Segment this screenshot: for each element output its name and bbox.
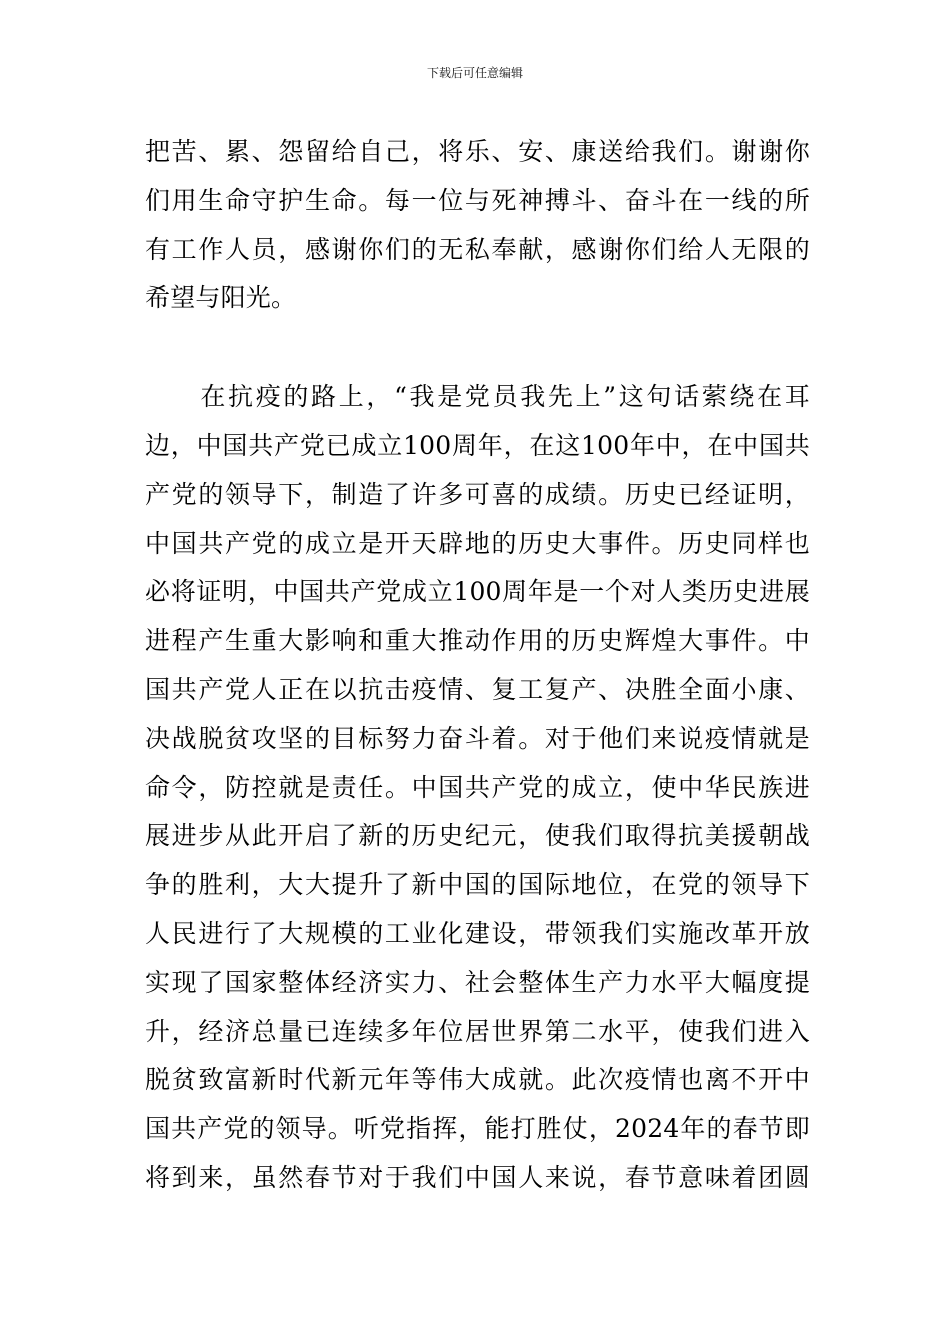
text-line: 产党的领导下，制造了许多可喜的成绩。历史已经证明， bbox=[145, 479, 810, 509]
paragraph-spacer bbox=[145, 323, 810, 373]
text-line: 在抗疫的路上，“我是党员我先上”这句话萦绕在耳 bbox=[145, 382, 810, 412]
text-line: 把苦、累、怨留给自己，将乐、安、康送给我们。谢谢你 bbox=[145, 137, 810, 166]
text-line: 进程产生重大影响和重大推动作用的历史辉煌大事件。中 bbox=[145, 626, 810, 656]
text-line: 希望与阳光。 bbox=[145, 283, 297, 313]
text-line: 命令，防控就是责任。中国共产党的成立，使中华民族进 bbox=[145, 772, 810, 802]
text-line: 实现了国家整体经济实力、社会整体生产力水平大幅度提 bbox=[145, 967, 810, 997]
paragraph-2 bbox=[145, 373, 810, 1203]
text-line: 争的胜利，大大提升了新中国的国际地位，在党的领导下 bbox=[145, 870, 810, 900]
text-line: 人民进行了大规模的工业化建设，带领我们实施改革开放 bbox=[145, 918, 810, 948]
text-line: 有工作人员，感谢你们的无私奉献，感谢你们给人无限的 bbox=[145, 234, 810, 264]
paragraph-1 bbox=[145, 128, 810, 323]
text-line: 升，经济总量已连续多年位居世界第二水平，使我们进入 bbox=[145, 1016, 810, 1046]
text-line: 必将证明，中国共产党成立100周年是一个对人类历史进展 bbox=[145, 577, 810, 607]
document-body bbox=[145, 128, 810, 1203]
page-header: 下载后可任意编辑 bbox=[426, 66, 523, 80]
text-line: 边，中国共产党已成立100周年，在这100年中，在中国共 bbox=[145, 430, 810, 460]
text-line: 决战脱贫攻坚的目标努力奋斗着。对于他们来说疫情就是 bbox=[145, 723, 810, 753]
text-line: 们用生命守护生命。每一位与死神搏斗、奋斗在一线的所 bbox=[145, 185, 810, 215]
text-line: 将到来，虽然春节对于我们中国人来说，春节意味着团圆 bbox=[145, 1162, 810, 1192]
text-line: 展进步从此开启了新的历史纪元，使我们取得抗美援朝战 bbox=[145, 821, 810, 851]
text-line: 中国共产党的成立是开天辟地的历史大事件。历史同样也 bbox=[145, 528, 810, 558]
text-line: 国共产党的领导。听党指挥，能打胜仗，2024年的春节即 bbox=[145, 1114, 810, 1144]
text-line: 脱贫致富新时代新元年等伟大成就。此次疫情也离不开中 bbox=[145, 1065, 810, 1095]
text-line: 国共产党人正在以抗击疫情、复工复产、决胜全面小康、 bbox=[145, 674, 810, 704]
